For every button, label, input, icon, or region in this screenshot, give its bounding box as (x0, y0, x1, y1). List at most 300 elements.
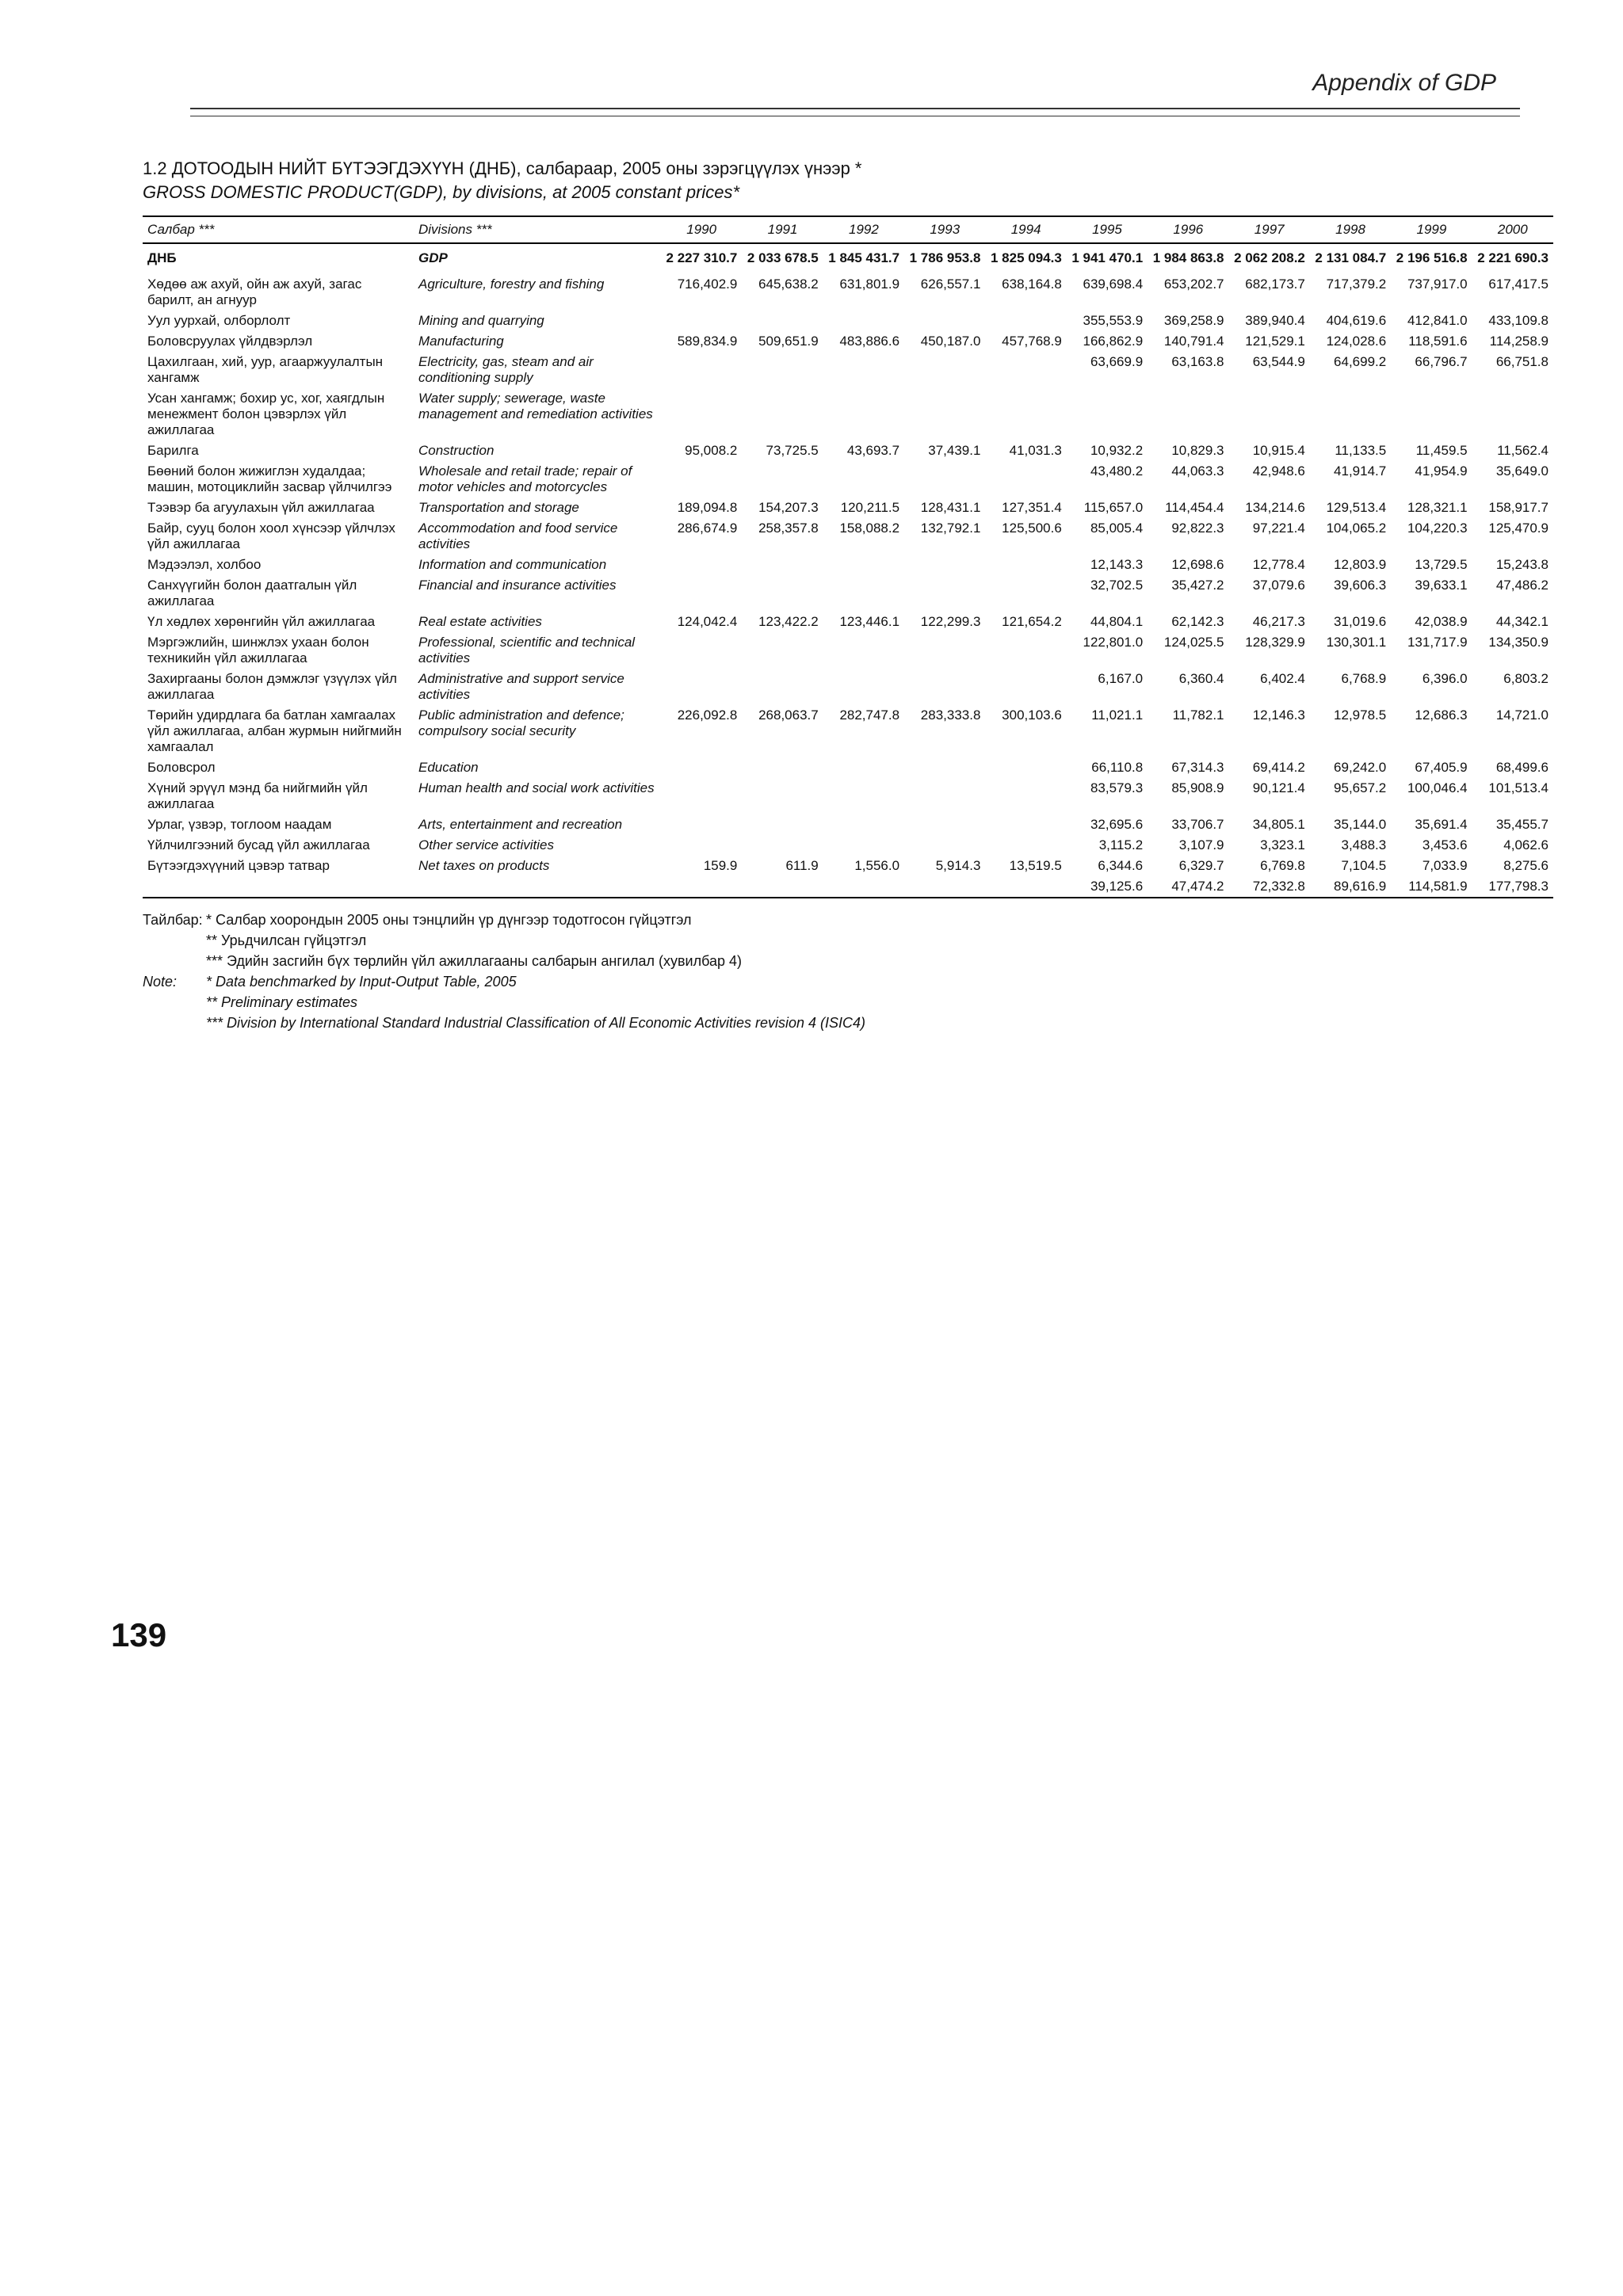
table-row (143, 632, 1553, 669)
row-label-en: GDP (418, 250, 448, 265)
table-cell: 100,046.4 (1407, 780, 1468, 795)
table-cell: 104,220.3 (1407, 521, 1468, 536)
table-cell (904, 876, 985, 898)
table-cell: 626,557.1 (920, 277, 981, 292)
table-cell (985, 778, 1066, 814)
table-row (143, 331, 1553, 352)
table-cell: 34,805.1 (1252, 817, 1305, 832)
table-cell: 6,402.4 (1260, 671, 1305, 686)
table-cell: 44,063.3 (1171, 463, 1224, 479)
header-year: 1998 (1310, 216, 1391, 243)
table-row (143, 835, 1553, 856)
table-cell (985, 461, 1066, 498)
table-cell: 2 196 516.8 (1396, 250, 1468, 265)
table-cell: 130,301.1 (1326, 635, 1387, 650)
row-label-en: Arts, entertainment and recreation (418, 817, 623, 832)
table-cell: 39,125.6 (1067, 876, 1148, 898)
table-cell (661, 814, 742, 835)
table-row (143, 311, 1553, 331)
table-cell (661, 778, 742, 814)
table-cell: 114,454.4 (1165, 500, 1224, 515)
table-cell (904, 352, 985, 388)
table-cell: 6,768.9 (1341, 671, 1387, 686)
table-cell: 631,801.9 (839, 277, 900, 292)
table-cell (904, 632, 985, 669)
table-cell: 39,606.3 (1334, 578, 1387, 593)
row-label-mn: Бүтээгдэхүүний цэвэр татвар (147, 858, 330, 873)
table-cell: 7,033.9 (1422, 858, 1468, 873)
table-row (143, 575, 1553, 612)
table-cell: 282,747.8 (839, 707, 900, 723)
table-cell (985, 876, 1066, 898)
table-row (143, 388, 1553, 441)
table-cell: 134,214.6 (1245, 500, 1305, 515)
table-row (143, 274, 1553, 311)
table-cell: 131,717.9 (1407, 635, 1468, 650)
table-cell: 123,422.2 (758, 614, 819, 629)
table-row (143, 461, 1553, 498)
table-cell: 32,695.6 (1090, 817, 1144, 832)
table-cell: 62,142.3 (1171, 614, 1224, 629)
table-cell: 1 845 431.7 (828, 250, 900, 265)
table-cell: 47,486.2 (1495, 578, 1549, 593)
table-cell (742, 311, 823, 331)
table-row (143, 555, 1553, 575)
header-year: 1996 (1148, 216, 1228, 243)
row-label-mn: Байр, сууц болон хоол хүнсээр үйлчлэх үйл ажиллагаа (147, 521, 395, 551)
table-cell: 2 033 678.5 (747, 250, 819, 265)
table-cell (985, 555, 1066, 575)
table-cell: 66,751.8 (1495, 354, 1549, 369)
table-cell: 35,427.2 (1171, 578, 1224, 593)
table-cell: 611.9 (785, 858, 819, 873)
row-label-mn: Санхүүгийн болон даатгалын үйл ажиллагаа (147, 578, 357, 608)
table-cell: 63,544.9 (1252, 354, 1305, 369)
table-cell: 73,725.5 (766, 443, 819, 458)
table-cell (823, 461, 904, 498)
table-cell: 47,474.2 (1148, 876, 1228, 898)
header-year: 1997 (1229, 216, 1310, 243)
note-line: ** Урьдчилсан гүйцэтгэл (206, 933, 367, 948)
table-cell (823, 555, 904, 575)
table-cell: 8,275.6 (1503, 858, 1549, 873)
table-cell: 66,796.7 (1415, 354, 1468, 369)
table-cell: 33,706.7 (1171, 817, 1224, 832)
table-cell: 85,005.4 (1090, 521, 1144, 536)
table-cell (1310, 388, 1391, 441)
table-cell: 95,657.2 (1334, 780, 1387, 795)
table-cell: 120,211.5 (840, 500, 900, 515)
table-cell (904, 778, 985, 814)
table-cell (823, 835, 904, 856)
table-cell: 1 825 094.3 (990, 250, 1062, 265)
table-cell: 355,553.9 (1083, 313, 1144, 328)
table-cell: 13,519.5 (1009, 858, 1062, 873)
row-label-en: Public administration and defence; compulsory social security (418, 707, 624, 738)
table-cell: 63,669.9 (1090, 354, 1144, 369)
table-cell (661, 757, 742, 778)
table-cell: 12,146.3 (1252, 707, 1305, 723)
row-label-mn: Усан хангамж; бохир ус, хог, хаягдлын менежмент болон цэвэрлэх үйл ажиллагаа (147, 391, 385, 437)
table-cell: 457,768.9 (1002, 334, 1062, 349)
row-label-en: Water supply; sewerage, waste management and remediation activities (418, 391, 653, 421)
table-cell: 11,782.1 (1172, 707, 1224, 723)
table-cell: 283,333.8 (920, 707, 981, 723)
table-cell: 412,841.0 (1407, 313, 1468, 328)
table-cell: 10,932.2 (1090, 443, 1144, 458)
table-cell (985, 311, 1066, 331)
note-line: *** Эдийн засгийн бүх төрлийн үйл ажиллагааны салбарын ангилал (хувилбар 4) (206, 953, 742, 969)
table-cell: 159.9 (703, 858, 738, 873)
row-label-en: Information and communication (418, 557, 607, 572)
table-cell: 44,804.1 (1090, 614, 1144, 629)
header-year: 1993 (904, 216, 985, 243)
table-cell: 35,649.0 (1495, 463, 1549, 479)
table-cell (742, 352, 823, 388)
table-cell (1391, 388, 1472, 441)
table-cell (1229, 388, 1310, 441)
table-cell: 121,529.1 (1245, 334, 1305, 349)
row-label-mn: ДНБ (147, 250, 177, 265)
row-label-mn: Мэдээлэл, холбоо (147, 557, 262, 572)
table-cell: 737,917.0 (1407, 277, 1468, 292)
table-cell (985, 835, 1066, 856)
table-cell: 122,801.0 (1083, 635, 1144, 650)
table-cell (904, 814, 985, 835)
table-cell: 617,417.5 (1488, 277, 1549, 292)
table-cell: 128,329.9 (1245, 635, 1305, 650)
table-cell: 31,019.6 (1334, 614, 1387, 629)
table-cell: 226,092.8 (677, 707, 738, 723)
table-cell: 389,940.4 (1245, 313, 1305, 328)
table-cell: 1 786 953.8 (909, 250, 981, 265)
table-cell (904, 669, 985, 705)
table-cell: 118,591.6 (1408, 334, 1468, 349)
table-cell (904, 835, 985, 856)
table-cell (823, 757, 904, 778)
table-cell (823, 814, 904, 835)
table-row (143, 669, 1553, 705)
table-cell (823, 388, 904, 441)
notes-mn-label: Тайлбар: (143, 912, 203, 928)
note-line: * Data benchmarked by Input-Output Table, 2005 (206, 974, 517, 990)
table-cell (823, 876, 904, 898)
table-cell: 12,778.4 (1252, 557, 1305, 572)
table-cell: 95,008.2 (685, 443, 738, 458)
table-cell (823, 632, 904, 669)
notes-en (143, 971, 1553, 1033)
table-cell: 124,025.5 (1163, 635, 1224, 650)
table-cell: 189,094.8 (677, 500, 738, 515)
table-cell (661, 876, 742, 898)
row-label-en: Agriculture, forestry and fishing (418, 277, 605, 292)
row-label-en: Real estate activities (418, 614, 542, 629)
table-cell: 2 227 310.7 (666, 250, 738, 265)
table-cell (742, 669, 823, 705)
table-cell (1472, 388, 1553, 441)
notes (143, 910, 1553, 1033)
table-cell: 134,350.9 (1488, 635, 1549, 650)
header-year: 1994 (985, 216, 1066, 243)
row-label-mn: Захиргааны болон дэмжлэг үзүүлэх үйл ажиллагаа (147, 671, 397, 702)
row-label-mn: Боловсрол (147, 760, 216, 775)
table-cell (985, 814, 1066, 835)
table-cell: 85,908.9 (1171, 780, 1224, 795)
table-cell: 83,579.3 (1090, 780, 1144, 795)
table-cell: 42,038.9 (1415, 614, 1468, 629)
table-cell: 46,217.3 (1252, 614, 1305, 629)
row-label-en: Education (418, 760, 479, 775)
table-cell: 509,651.9 (758, 334, 819, 349)
table-cell: 3,107.9 (1178, 837, 1224, 852)
table-cell (1067, 388, 1148, 441)
table-cell: 483,886.6 (839, 334, 900, 349)
table-cell: 6,396.0 (1422, 671, 1468, 686)
page-header (0, 0, 1623, 127)
table-cell: 154,207.3 (758, 500, 819, 515)
table-subtitle: GROSS DOMESTIC PRODUCT(GDP), by divisions, at 2005 constant prices* (143, 182, 740, 202)
table-cell: 66,110.8 (1091, 760, 1144, 775)
row-label-en: Other service activities (418, 837, 554, 852)
table-cell (742, 575, 823, 612)
table-cell: 41,914.7 (1334, 463, 1387, 479)
table-cell: 639,698.4 (1083, 277, 1144, 292)
table-cell: 69,414.2 (1252, 760, 1305, 775)
table-row (143, 352, 1553, 388)
table-cell (823, 778, 904, 814)
table-cell: 433,109.8 (1488, 313, 1549, 328)
gdp-total-row (143, 243, 1553, 274)
table-cell (904, 311, 985, 331)
row-label-en: Professional, scientific and technical activities (418, 635, 636, 666)
row-label-mn: Төрийн удирдлага ба батлан хамгаалах үйл ажиллагаа, албан журмын нийгмийн хамгаалал (147, 707, 402, 754)
table-cell: 12,698.6 (1171, 557, 1224, 572)
notes-en-label: Note: (143, 974, 178, 990)
row-label-mn: Хүний эрүүл мэнд ба нийгмийн үйл ажиллагаа (147, 780, 368, 811)
table-cell: 177,798.3 (1472, 876, 1553, 898)
table-cell: 67,314.3 (1171, 760, 1224, 775)
table-cell (985, 632, 1066, 669)
table-cell: 43,693.7 (846, 443, 900, 458)
table-cell: 114,258.9 (1489, 334, 1549, 349)
table-cell: 450,187.0 (920, 334, 981, 349)
row-label-mn (143, 876, 414, 898)
row-label-mn: Боловсруулах үйлдвэрлэл (147, 334, 313, 349)
row-label-en: Administrative and support service activities (418, 671, 624, 702)
table-cell (985, 669, 1066, 705)
table-cell: 123,446.1 (839, 614, 900, 629)
table-cell: 128,321.1 (1407, 500, 1468, 515)
table-cell: 10,915.4 (1252, 443, 1305, 458)
table-cell: 69,242.0 (1334, 760, 1387, 775)
table-cell: 6,167.0 (1098, 671, 1144, 686)
table-cell: 129,513.4 (1326, 500, 1387, 515)
table-cell: 114,581.9 (1391, 876, 1472, 898)
page-number: 139 (111, 1616, 167, 1653)
table-cell: 6,344.6 (1098, 858, 1144, 873)
table-cell: 37,079.6 (1252, 578, 1305, 593)
table-cell: 717,379.2 (1326, 277, 1387, 292)
table-cell: 11,562.4 (1497, 443, 1549, 458)
table-cell: 158,088.2 (839, 521, 900, 536)
table-cell: 2 062 208.2 (1234, 250, 1305, 265)
table-section (143, 158, 1553, 1033)
table-cell: 268,063.7 (758, 707, 819, 723)
notes-mn (143, 910, 1553, 971)
row-label-en: Manufacturing (418, 334, 504, 349)
table-cell: 89,616.9 (1310, 876, 1391, 898)
table-cell (823, 575, 904, 612)
table-cell (904, 555, 985, 575)
table-row (143, 518, 1553, 555)
table-cell (904, 757, 985, 778)
table-cell: 1,556.0 (854, 858, 900, 873)
table-cell: 97,221.4 (1252, 521, 1305, 536)
table-cell: 41,031.3 (1009, 443, 1062, 458)
table-cell: 6,329.7 (1178, 858, 1224, 873)
row-label-mn: Хөдөө аж ахуй, ойн аж ахуй, загас барилт, ан агнуур (147, 277, 362, 307)
table-row (143, 876, 1553, 898)
header-divisions: Divisions *** (414, 216, 661, 243)
table-cell (742, 461, 823, 498)
table-cell (1148, 388, 1228, 441)
table-cell: 140,791.4 (1163, 334, 1224, 349)
table-cell: 3,323.1 (1260, 837, 1305, 852)
table-cell (742, 632, 823, 669)
table-cell: 13,729.5 (1415, 557, 1468, 572)
row-label-en: Wholesale and retail trade; repair of motor vehicles and motorcycles (418, 463, 632, 494)
table-cell (823, 669, 904, 705)
table-row (143, 612, 1553, 632)
notes-mn-lines (206, 910, 742, 971)
table-row (143, 757, 1553, 778)
table-cell: 3,488.3 (1341, 837, 1387, 852)
table-cell: 37,439.1 (928, 443, 981, 458)
row-label-mn: Барилга (147, 443, 199, 458)
table-body (143, 243, 1553, 898)
row-label-en (414, 876, 661, 898)
row-label-mn: Цахилгаан, хий, уур, агааржуулалтын хангамж (147, 354, 384, 385)
table-cell (742, 876, 823, 898)
table-cell: 67,405.9 (1415, 760, 1468, 775)
table-cell (742, 555, 823, 575)
table-cell: 35,455.7 (1495, 817, 1549, 832)
notes-en-lines (206, 971, 865, 1033)
row-label-en: Human health and social work activities (418, 780, 655, 795)
table-cell: 125,470.9 (1488, 521, 1549, 536)
note-line: * Салбар хоорондын 2005 оны тэнцлийн үр дүнгээр тодотгосон гүйцэтгэл (206, 912, 692, 928)
table-cell (661, 835, 742, 856)
note-line: *** Division by International Standard Industrial Classification of All Economic Activities revision 4 (ISIC4) (206, 1015, 866, 1031)
table-cell: 92,822.3 (1171, 521, 1224, 536)
table-cell: 369,258.9 (1163, 313, 1224, 328)
table-cell (742, 388, 823, 441)
table-cell: 6,769.8 (1260, 858, 1305, 873)
table-cell (985, 575, 1066, 612)
row-label-mn: Бөөний болон жижиглэн худалдаа; машин, мотоциклийн засвар үйлчилгээ (147, 463, 392, 494)
row-label-en: Financial and insurance activities (418, 578, 617, 593)
table-cell: 128,431.1 (920, 500, 981, 515)
table-cell: 15,243.8 (1495, 557, 1549, 572)
table-cell: 115,657.0 (1083, 500, 1144, 515)
table-cell (904, 461, 985, 498)
table-cell: 258,357.8 (758, 521, 819, 536)
table-cell (985, 388, 1066, 441)
table-cell: 64,699.2 (1334, 354, 1387, 369)
row-label-en: Transportation and storage (418, 500, 579, 515)
note-line: ** Preliminary estimates (206, 994, 358, 1010)
table-cell: 72,332.8 (1229, 876, 1310, 898)
header-year: 1992 (823, 216, 904, 243)
table-cell: 42,948.6 (1252, 463, 1305, 479)
table-cell (904, 575, 985, 612)
header-salbar: Салбар *** (143, 216, 414, 243)
table-cell: 35,691.4 (1415, 817, 1468, 832)
table-cell: 2 131 084.7 (1315, 250, 1387, 265)
table-cell: 716,402.9 (677, 277, 738, 292)
row-label-mn: Тээвэр ба агуулахын үйл ажиллагаа (147, 500, 375, 515)
table-cell: 589,834.9 (677, 334, 738, 349)
table-cell: 682,173.7 (1245, 277, 1305, 292)
table-cell (742, 814, 823, 835)
table-cell: 63,163.8 (1171, 354, 1224, 369)
table-cell: 127,351.4 (1002, 500, 1062, 515)
table-cell: 12,803.9 (1334, 557, 1387, 572)
table-cell (742, 778, 823, 814)
table-cell: 286,674.9 (677, 521, 738, 536)
table-cell: 1 941 470.1 (1071, 250, 1144, 265)
table-cell: 122,299.3 (920, 614, 981, 629)
table-cell (742, 835, 823, 856)
gdp-table (143, 215, 1553, 898)
table-cell: 158,917.7 (1488, 500, 1549, 515)
table-row (143, 856, 1553, 876)
table-cell: 645,638.2 (758, 277, 819, 292)
row-label-en: Accommodation and food service activities (418, 521, 618, 551)
table-cell: 1 984 863.8 (1152, 250, 1224, 265)
table-cell (661, 461, 742, 498)
row-label-mn: Урлаг, үзвэр, тоглоом наадам (147, 817, 332, 832)
table-cell: 121,654.2 (1002, 614, 1062, 629)
table-cell: 14,721.0 (1495, 707, 1549, 723)
table-cell: 90,121.4 (1252, 780, 1305, 795)
row-label-mn: Уул уурхай, олборлолт (147, 313, 291, 328)
table-cell (742, 757, 823, 778)
table-cell: 35,144.0 (1334, 817, 1387, 832)
table-row (143, 814, 1553, 835)
table-row (143, 498, 1553, 518)
table-cell: 124,042.4 (677, 614, 738, 629)
table-cell: 39,633.1 (1415, 578, 1468, 593)
table-cell: 32,702.5 (1090, 578, 1144, 593)
table-cell: 43,480.2 (1090, 463, 1144, 479)
row-label-mn: Мэргэжлийн, шинжлэх ухаан болон техникийн үйл ажиллагаа (147, 635, 369, 666)
row-label-en: Net taxes on products (418, 858, 550, 873)
table-cell: 101,513.4 (1488, 780, 1549, 795)
table-cell (661, 311, 742, 331)
header-year: 1991 (742, 216, 823, 243)
header-year: 1995 (1067, 216, 1148, 243)
table-cell: 68,499.6 (1495, 760, 1549, 775)
table-cell: 11,021.1 (1091, 707, 1144, 723)
header-year: 2000 (1472, 216, 1553, 243)
table-title: 1.2 ДОТООДЫН НИЙТ БҮТЭЭГДЭХҮҮН (ДНБ), салбараар, 2005 оны зэрэгцүүлэх үнээр * (143, 158, 862, 178)
table-cell: 12,143.3 (1090, 557, 1144, 572)
table-cell: 104,065.2 (1326, 521, 1387, 536)
table-header-row (143, 216, 1553, 243)
table-cell: 3,453.6 (1422, 837, 1468, 852)
table-cell: 4,062.6 (1503, 837, 1549, 852)
